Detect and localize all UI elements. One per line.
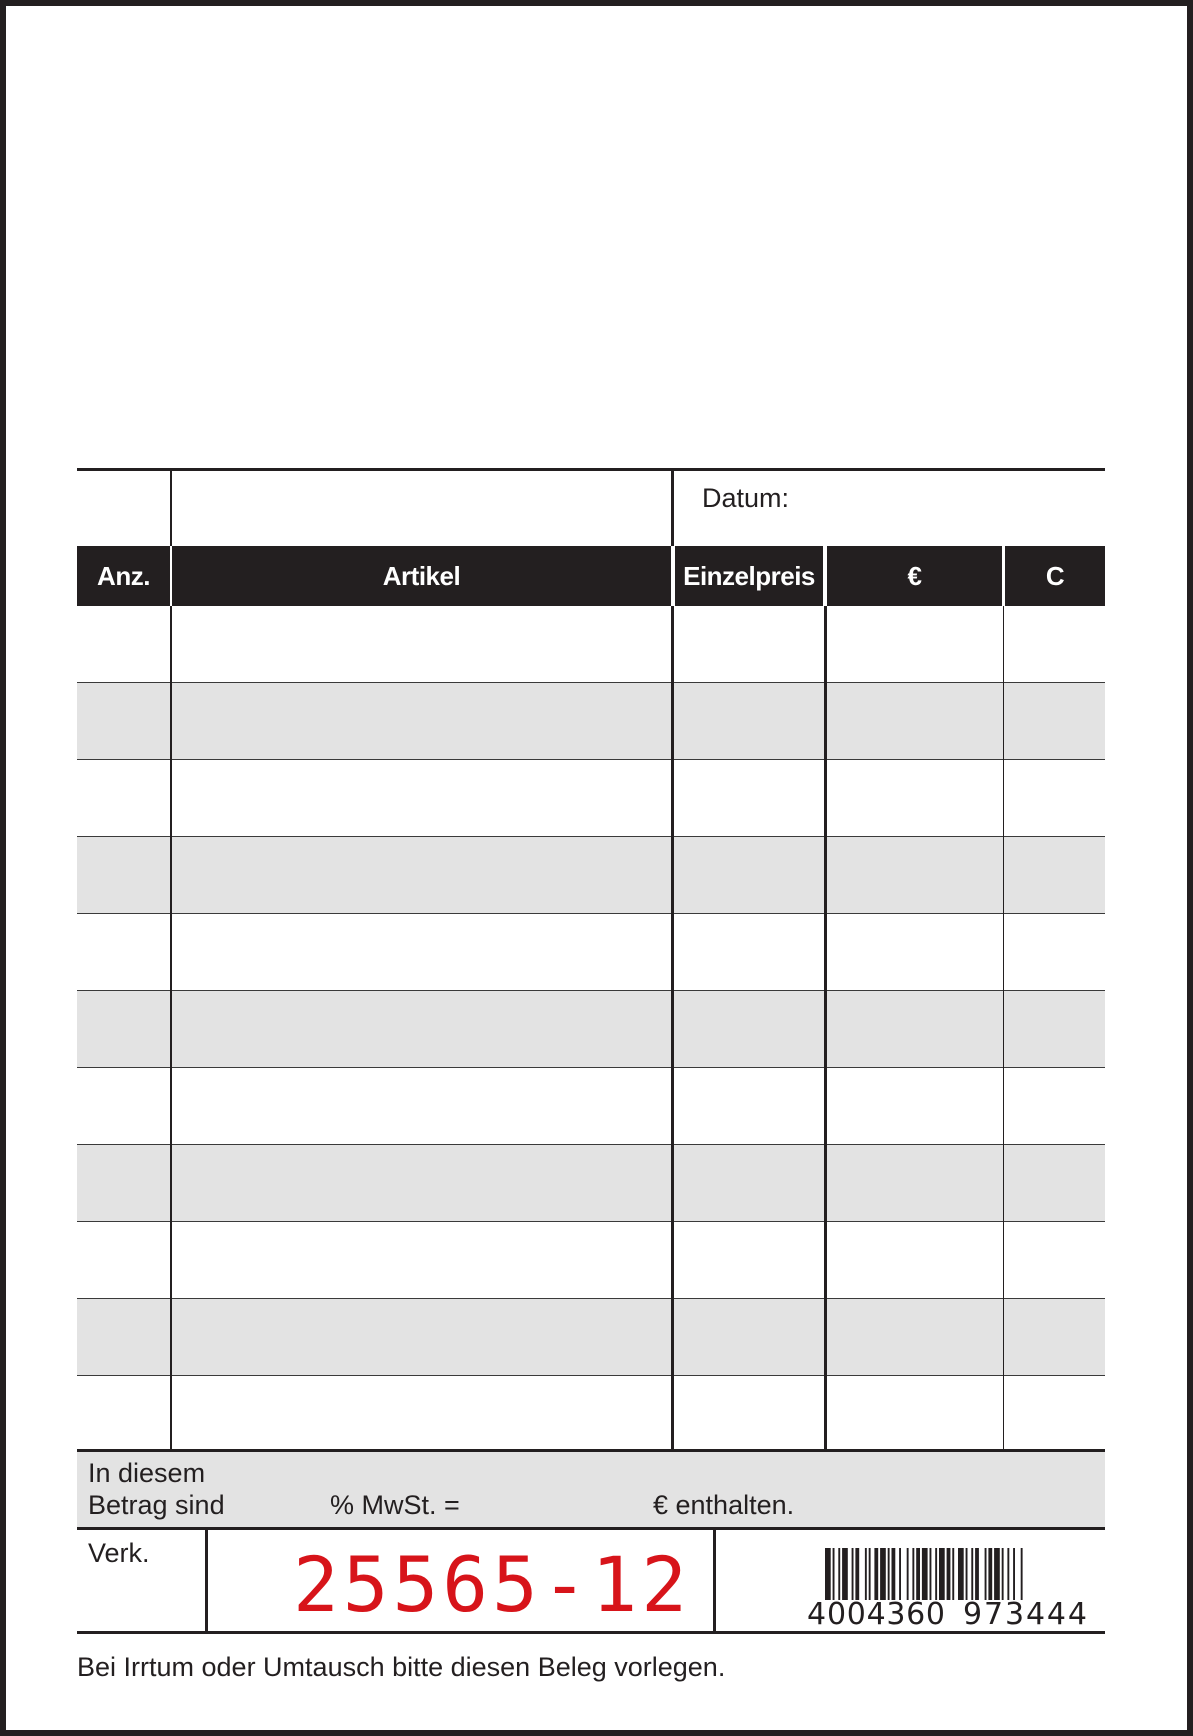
table-row <box>77 1222 1105 1299</box>
table-row <box>77 683 1105 760</box>
column-line-artikel <box>671 606 674 1449</box>
mwst-row <box>77 1449 1105 1527</box>
column-line-anz <box>170 606 172 1449</box>
header-area <box>77 471 1105 546</box>
column-header-artikel: Artikel <box>382 560 461 591</box>
barcode-right-digits: 973444 <box>963 1597 1087 1628</box>
column-header-anz: Anz. <box>97 560 150 591</box>
column-line-einzelpreis <box>824 606 827 1527</box>
column-header-bar <box>77 546 1105 606</box>
divider-line <box>671 471 674 546</box>
table-row <box>77 606 1105 683</box>
column-header-euro: € <box>907 560 922 591</box>
table-row <box>77 1068 1105 1145</box>
datum-label: Datum: <box>702 483 790 513</box>
table-row <box>77 760 1105 837</box>
divider-line <box>170 471 172 546</box>
barcode-left-digits: 004360 <box>827 1597 945 1628</box>
table-row <box>77 1376 1105 1453</box>
mwst-line2: Betrag sind <box>88 1490 225 1520</box>
column-header-cent: C <box>1045 560 1065 591</box>
barcode-first-digit: 4 <box>807 1597 827 1628</box>
table-row <box>77 991 1105 1068</box>
serial-number: 25565-12 <box>292 1540 692 1629</box>
barcode-divider <box>713 1530 716 1631</box>
footer-note: Bei Irrtum oder Umtausch bitte diesen Beleg vorlegen. <box>77 1652 726 1682</box>
mwst-enthalten: € enthalten. <box>653 1490 795 1520</box>
verk-divider <box>205 1530 208 1631</box>
mwst-percent: % MwSt. = <box>330 1490 460 1520</box>
column-line-euro <box>1003 606 1004 1527</box>
table-row <box>77 837 1105 914</box>
verk-row <box>77 1527 1105 1634</box>
barcode-icon <box>807 1548 1099 1628</box>
column-header-einzelpreis: Einzelpreis <box>683 560 815 591</box>
mwst-line1: In diesem <box>88 1458 206 1488</box>
table-row <box>77 914 1105 991</box>
table-row <box>77 1145 1105 1222</box>
verk-label: Verk. <box>88 1538 150 1568</box>
table-row <box>77 1299 1105 1376</box>
